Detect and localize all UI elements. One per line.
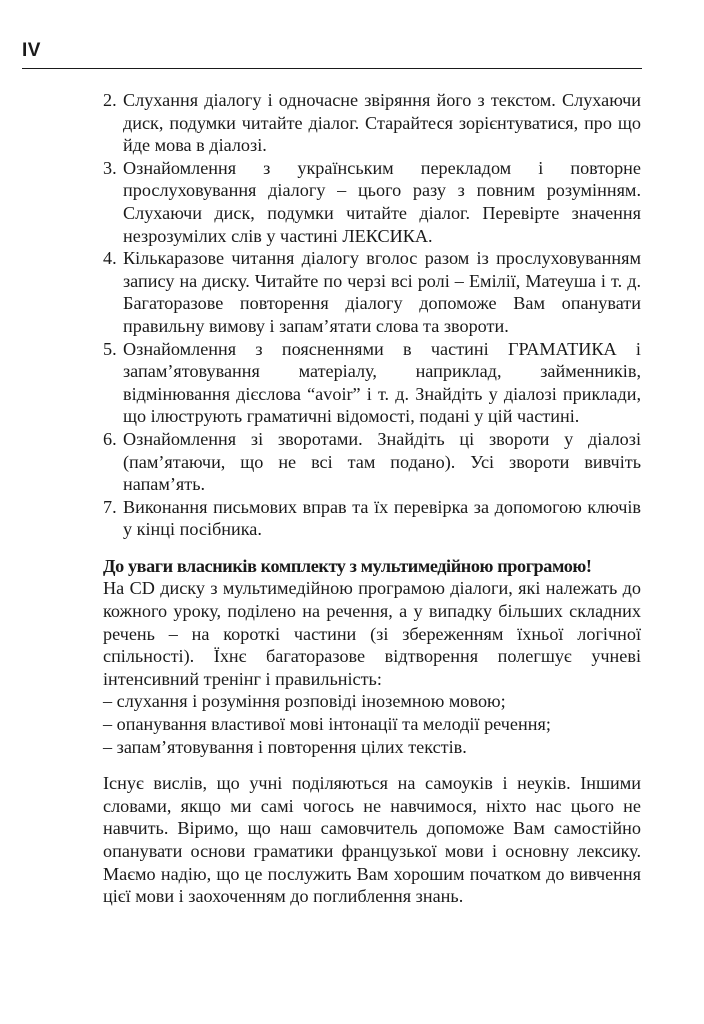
step-number: 3.: [103, 157, 117, 178]
step-text: Ознайомлення з поясненнями в частині ГРАМАТИКА і запам’ятовування матеріалу, наприклад, займенників, відмінювання дієслова “avoir” і т. д. Знайдіть у діалозі приклади, що ілюструють граматичні відомості, подані у цій частині.: [123, 338, 641, 427]
closing-paragraph: Існує вислів, що учні поділяються на самоуків і неуків. Іншими словами, якщо ми самі чогось не навчимося, ніхто нас цього не навчить. Віримо, що наш самовчитель допоможе Вам самостійно опанувати основи граматики французької мови і основну лексику. Маємо надію, що це послужить Вам хорошим початком до вивчення цієї мови і заохоченням до поглиблення знань.: [103, 773, 641, 907]
steps-list: [103, 89, 641, 541]
step-text: Ознайомлення з українським перекладом і повторне прослуховування діалогу – цього разу з повним розумінням. Слухаючи диск, подумки читайте діалог. Перевірте значення незрозумілих слів у частині ЛЕКСИКА.: [123, 157, 641, 246]
list-item: [103, 89, 641, 157]
note-body: На CD диску з мультимедійною програмою діалоги, які належать до кожного уроку, поділено на речення, а у випадку більших складних речень – на короткі частини (зі збереженням їхньої логічної спільності). Їхнє багаторазове відтворення полегшує учневі інтенсивний тренінг і правильність:: [103, 578, 641, 689]
step-number: 2.: [103, 90, 117, 110]
note-list: [103, 690, 641, 758]
step-text: Виконання письмових вправ та їх перевірка за допомогою ключів у кінці посібника.: [123, 496, 641, 540]
note-title: До уваги власників комплекту з мультимедійною програмою!: [103, 555, 592, 576]
step-number: 5.: [103, 338, 117, 359]
list-item: – опанування властивої мові інтонації та мелодії речення;: [103, 714, 551, 735]
page-content: [103, 89, 641, 926]
list-item: – запам’ятовування і повторення цілих текстів.: [103, 736, 467, 757]
list-item: – слухання і розуміння розповіді іноземною мовою;: [103, 691, 506, 712]
page-header: [22, 40, 642, 69]
list-item: [103, 157, 641, 247]
page-number: IV: [22, 40, 41, 61]
step-number: 4.: [103, 248, 117, 269]
list-item: [103, 338, 641, 428]
step-text: Ознайомлення зі зворотами. Знайдіть ці звороти у діалозі (пам’ятаючи, що не всі там подано). Усі звороти вивчіть напам’ять.: [123, 428, 641, 495]
step-text: Кількаразове читання діалогу вголос разом із прослуховуванням запису на диску. Читайте по черзі всі ролі – Емілії, Матеуша і т. д. Багаторазове повторення діалогу допоможе Вам опанувати правильну вимову і запам’ятати слова та звороти.: [123, 248, 641, 336]
step-number: 6.: [103, 428, 117, 449]
step-number: 7.: [103, 496, 117, 517]
list-item: [103, 247, 641, 337]
step-text: Слухання діалогу і одночасне звіряння його з текстом. Слухаючи диск, подумки читайте діалог. Старайтеся зорієнтуватися, про що йде мова в діалозі.: [123, 90, 641, 156]
list-item: [103, 496, 641, 541]
multimedia-note: [103, 555, 641, 758]
list-item: [103, 428, 641, 496]
